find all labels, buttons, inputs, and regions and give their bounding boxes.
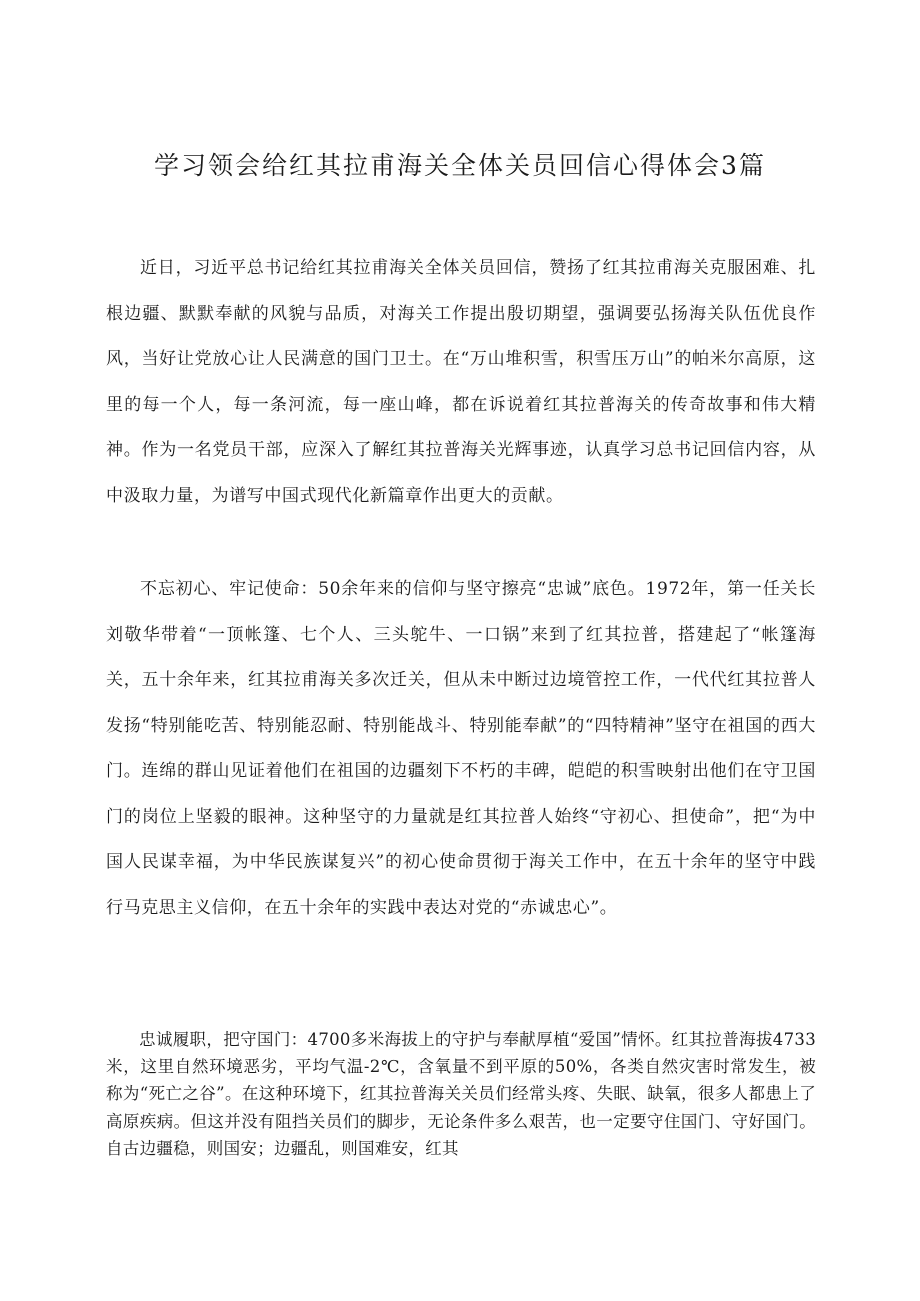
paragraph-loyalty-mission: 不忘初心、牢记使命：50余年来的信仰与坚守擦亮“忠诚”底色。1972年，第一任关长刘敬华带着“一顶帐篷、七个人、三头鸵牛、一口锅”来到了红其拉普，搭建起了“帐篷海关，五十余年来，红其拉甫海关多次迁关，但从未中断过边境管控工作，一代代红其拉普人发扬“特别能吃苦、特别能忍耐、特别能战斗、特别能奉献”的“四特精神”坚守在祖国的西大门。连绵的群山见证着他们在祖国的边疆刻下不朽的丰碑，皑皑的积雪映射出他们在守卫国门的岗位上坚毅的眼神。这种坚守的力量就是红其拉普人始终“守初心、担使命”，把“为中国人民谋幸福，为中华民族谋复兴”的初心使命贯彻于海关工作中，在五十余年的坚守中践行马克思主义信仰，在五十余年的实践中表达对党的“赤诚忠心”。 <box>106 579 816 918</box>
paragraph-intro: 近日，习近平总书记给红其拉甫海关全体关员回信，赞扬了红其拉甫海关克服困难、扎根边疆、默默奉献的风貌与品质，对海关工作提出殷切期望，强调要弘扬海关队伍优良作风，当好让党放心让人民满意的国门卫士。在“万山堆积雪，积雪压万山”的帕米尔高原，这里的每一个人，每一条河流，每一座山峰，都在诉说着红其拉普海关的传奇故事和伟大精神。作为一名党员干部，应深入了解红其拉普海关光辉事迹，认真学习总书记回信内容，从中汲取力量，为谱写中国式现代化新篇章作出更大的贡献。 <box>106 258 816 506</box>
document-title: 学习领会给红其拉甫海关全体关员回信心得体会3篇 <box>154 151 766 180</box>
paragraph-guard-border: 忠诚履职，把守国门：4700多米海拔上的守护与奉献厚植“爱国”情怀。红其拉普海拔4733米，这里自然环境恶劣，平均气温-2℃，含氧量不到平原的50%，各类自然灾害时常发生，被称为“死亡之谷”。在这种环境下，红其拉普海关关员们经常头疼、失眠、缺氧，很多人都患上了高原疾病。但这并没有阻挡关员们的脚步，无论条件多么艰苦，也一定要守住国门、守好国门。自古边疆稳，则国安；边疆乱，则国难安，红其 <box>106 1030 816 1158</box>
